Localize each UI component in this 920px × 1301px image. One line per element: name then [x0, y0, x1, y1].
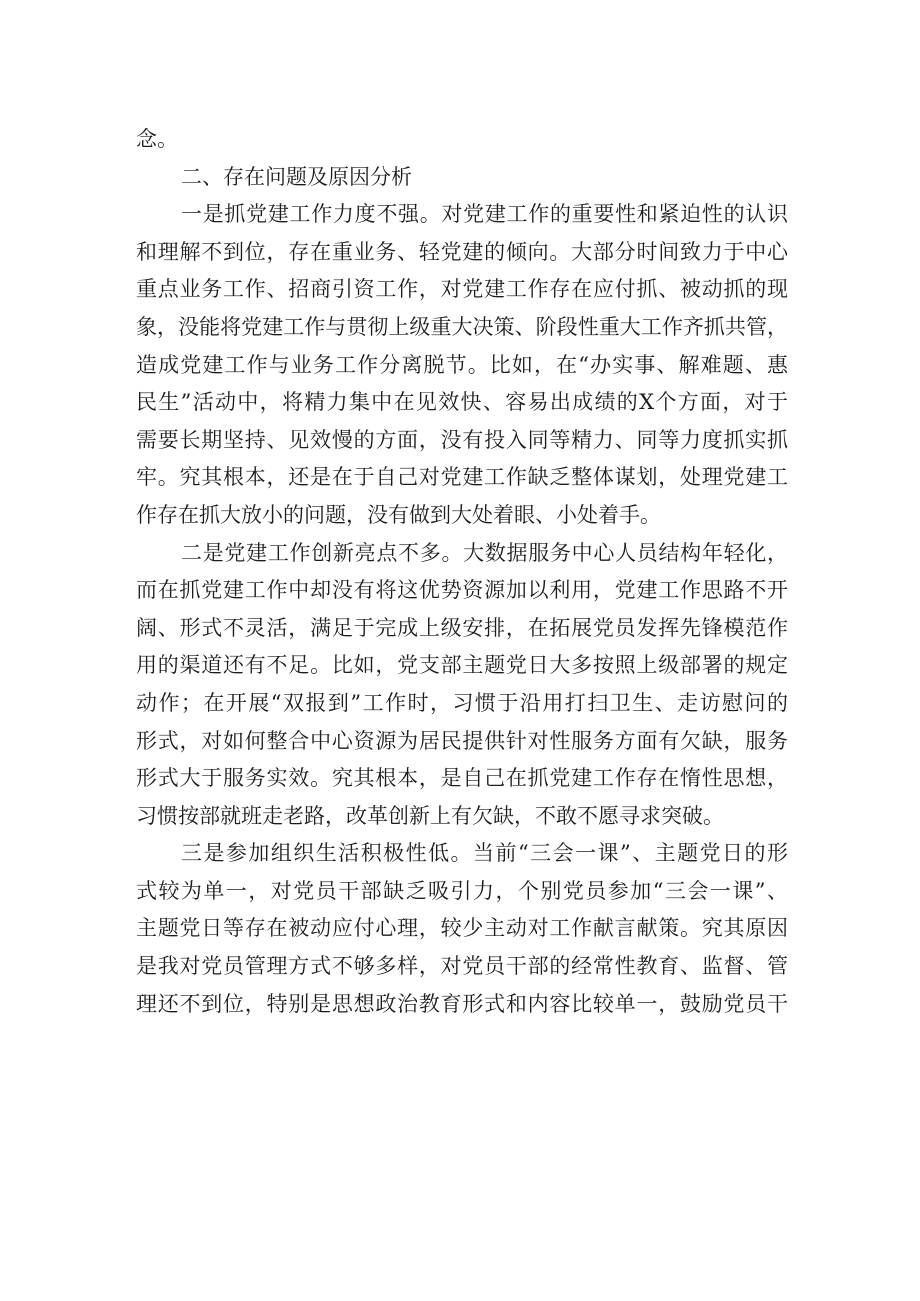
- paragraph-line: 牢。究其根本，还是在于自己对党建工作缺乏整体谋划，处理党建工: [136, 465, 788, 490]
- paragraph-line: 阔、形式不灵活，满足于完成上级安排，在拓展党员发挥先锋模范作: [136, 615, 788, 640]
- paragraph-line: 习惯按部就班走老路，改革创新上有欠缺，不敢不愿寻求突破。: [136, 803, 724, 828]
- paragraph-line: 形式，对如何整合中心资源为居民提供针对性服务方面有欠缺，服务: [136, 728, 788, 753]
- paragraph-line: 二是党建工作创新亮点不多。大数据服务中心人员结构年轻化，: [181, 540, 788, 565]
- document-body: [136, 121, 788, 1023]
- paragraph-line: 念。: [136, 127, 178, 151]
- paragraph-line: 一是抓党建工作力度不强。对党建工作的重要性和紧迫性的认识: [181, 202, 788, 227]
- paragraph-line: 形式大于服务实效。究其根本，是自己在抓党建工作存在惰性思想，: [136, 766, 788, 791]
- paragraph-line: 用的渠道还有不足。比如，党支部主题党日大多按照上级部署的规定: [136, 653, 788, 678]
- paragraph-line: 造成党建工作与业务工作分离脱节。比如，在“办实事、解难题、惠: [136, 352, 788, 377]
- paragraph-line: 重点业务工作、招商引资工作，对党建工作存在应付抓、被动抓的现: [136, 277, 788, 302]
- paragraph-line: 和理解不到位，存在重业务、轻党建的倾向。大部分时间致力于中心: [136, 239, 788, 264]
- paragraph-line: 三是参加组织生活积极性低。当前“三会一课”、主题党日的形: [181, 841, 788, 866]
- paragraph-line: 动作；在开展“双报到”工作时，习惯于沿用打扫卫生、走访慰问的: [136, 690, 788, 715]
- section-heading: 二、存在问题及原因分析: [181, 164, 412, 189]
- paragraph-line: 是我对党员管理方式不够多样，对党员干部的经常性教育、监督、管: [136, 954, 788, 979]
- paragraph-line: 理还不到位，特别是思想政治教育形式和内容比较单一，鼓励党员干: [136, 991, 788, 1016]
- paragraph-line: 主题党日等存在被动应付心理，较少主动对工作献言献策。究其原因: [136, 916, 788, 941]
- paragraph-line: 需要长期坚持、见效慢的方面，没有投入同等精力、同等力度抓实抓: [136, 427, 788, 452]
- paragraph-line: 作存在抓大放小的问题，没有做到大处着眼、小处着手。: [136, 502, 661, 527]
- paragraph-line: 民生”活动中，将精力集中在见效快、容易出成绩的X个方面，对于: [136, 390, 788, 415]
- paragraph-line: 而在抓党建工作中却没有将这优势资源加以利用，党建工作思路不开: [136, 578, 788, 603]
- paragraph-line: 式较为单一，对党员干部缺乏吸引力，个别党员参加“三会一课”、: [136, 878, 788, 903]
- paragraph-line: 象，没能将党建工作与贯彻上级重大决策、阶段性重大工作齐抓共管，: [136, 314, 788, 339]
